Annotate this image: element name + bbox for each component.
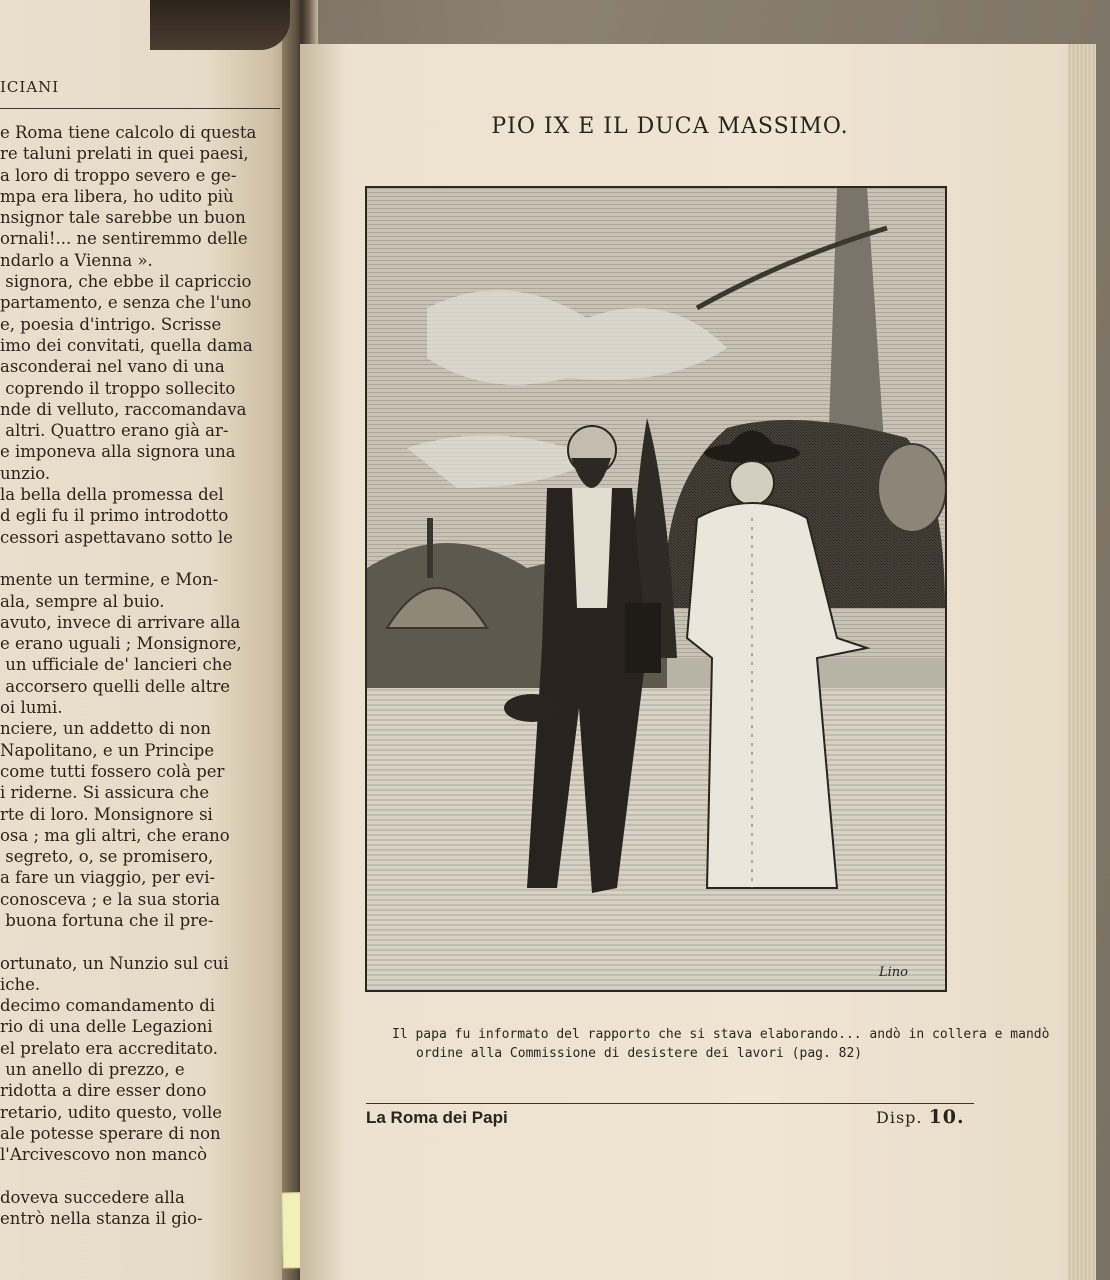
footer-disp-label: Disp. (876, 1108, 923, 1127)
left-text-line: a loro di troppo severo e ge- (0, 165, 237, 185)
left-text-line: signora, che ebbe il capriccio (0, 272, 252, 292)
left-text-line: el prelato era accreditato. (0, 1038, 218, 1058)
left-text-line: cessori aspettavano sotto le (0, 527, 233, 547)
left-running-header: ICIANI (0, 78, 60, 96)
left-text-line: buona fortuna che il pre- (0, 910, 214, 930)
left-text-line: rio di una delle Legazioni (0, 1017, 213, 1037)
left-text-line: coprendo il troppo sollecito (0, 378, 236, 398)
left-text-line: nsignor tale sarebbe un buon (0, 208, 246, 228)
left-text-line: d egli fu il primo introdotto (0, 506, 229, 526)
left-body-text (0, 122, 282, 1229)
left-text-line: ndarlo a Vienna ». (0, 250, 153, 270)
left-header-rule (0, 108, 280, 109)
left-text-line: osa ; ma gli altri, che erano (0, 825, 230, 845)
plate-title: PIO IX E IL DUCA MASSIMO. (491, 114, 849, 139)
left-text-line: decimo comandamento di (0, 996, 216, 1016)
left-text-line: iche. (0, 974, 41, 994)
caption-line-2: ordine alla Commissione di desistere dei lavori (pag. 82) (416, 1046, 863, 1061)
left-text-line: nde di velluto, raccomandava (0, 399, 247, 419)
left-text-line: ale potesse sperare di non (0, 1123, 221, 1143)
left-text-line: mpa era libera, ho udito più (0, 186, 234, 206)
left-text-line (0, 931, 282, 952)
left-text-line: a fare un viaggio, per evi- (0, 868, 216, 888)
footer-disp-number: 10. (928, 1106, 965, 1128)
left-text-line: ornali!... ne sentiremmo delle (0, 229, 248, 249)
left-text-line: imo dei convitati, quella dama (0, 335, 253, 355)
left-text-line: altri. Quattro erano già ar- (0, 421, 229, 441)
left-text-line: nciere, un addetto di non (0, 719, 211, 739)
engraving-illustration (365, 186, 947, 992)
footer-installment (876, 1106, 965, 1128)
left-text-line: e Roma tiene calcolo di questa (0, 123, 257, 142)
left-text-line: come tutti fossero colà per (0, 761, 225, 781)
left-page (0, 0, 296, 1280)
left-text-line: un anello di prezzo, e (0, 1060, 185, 1080)
binding-top (150, 0, 290, 50)
left-text-line: accorsero quelli delle altre (0, 676, 231, 696)
left-text-line: rte di loro. Monsignore si (0, 804, 213, 824)
left-text-line: la bella della promessa del (0, 485, 224, 505)
left-text-line: mente un termine, e Mon- (0, 570, 219, 590)
left-text-line: unzio. (0, 463, 51, 483)
plate-caption (392, 1025, 1050, 1063)
left-text-line: segreto, o, se promisero, (0, 847, 214, 867)
left-text-line (0, 548, 282, 569)
left-text-line: asconderai nel vano di una (0, 357, 225, 377)
page-edges (1068, 44, 1096, 1280)
left-text-line (0, 1166, 282, 1187)
left-text-line: oi lumi. (0, 698, 63, 718)
artist-signature: Lino (879, 965, 908, 980)
left-text-line: un ufficiale de' lancieri che (0, 655, 233, 675)
left-text-line: ortunato, un Nunzio sul cui (0, 953, 229, 973)
caption-line-1: Il papa fu informato del rapporto che si stava elaborando... andò in collera e mandò (392, 1027, 1050, 1042)
left-text-line: e, poesia d'intrigo. Scrisse (0, 314, 222, 334)
left-text-line: doveva succedere alla (0, 1187, 185, 1207)
footer-rule (366, 1103, 974, 1104)
left-text-line: l'Arcivescovo non mancò (0, 1145, 208, 1165)
left-text-line: e imponeva alla signora una (0, 442, 236, 462)
left-text-line: i riderne. Si assicura che (0, 783, 210, 803)
left-text-line: ala, sempre al buio. (0, 591, 165, 611)
left-text-line: Napolitano, e un Principe (0, 740, 215, 760)
left-text-line: partamento, e senza che l'uno (0, 293, 252, 313)
footer-book-title: La Roma dei Papi (366, 1108, 508, 1127)
left-text-line: ridotta a dire esser dono (0, 1081, 207, 1101)
left-text-line: avuto, invece di arrivare alla (0, 612, 241, 632)
left-text-line: re taluni prelati in quei paesi, (0, 144, 249, 164)
engraving-drawing (367, 188, 945, 990)
left-text-line: e erano uguali ; Monsignore, (0, 634, 242, 654)
left-text-line: entrò nella stanza il gio- (0, 1209, 203, 1229)
left-text-line: conosceva ; e la sua storia (0, 889, 220, 909)
left-text-line: retario, udito questo, volle (0, 1102, 223, 1122)
